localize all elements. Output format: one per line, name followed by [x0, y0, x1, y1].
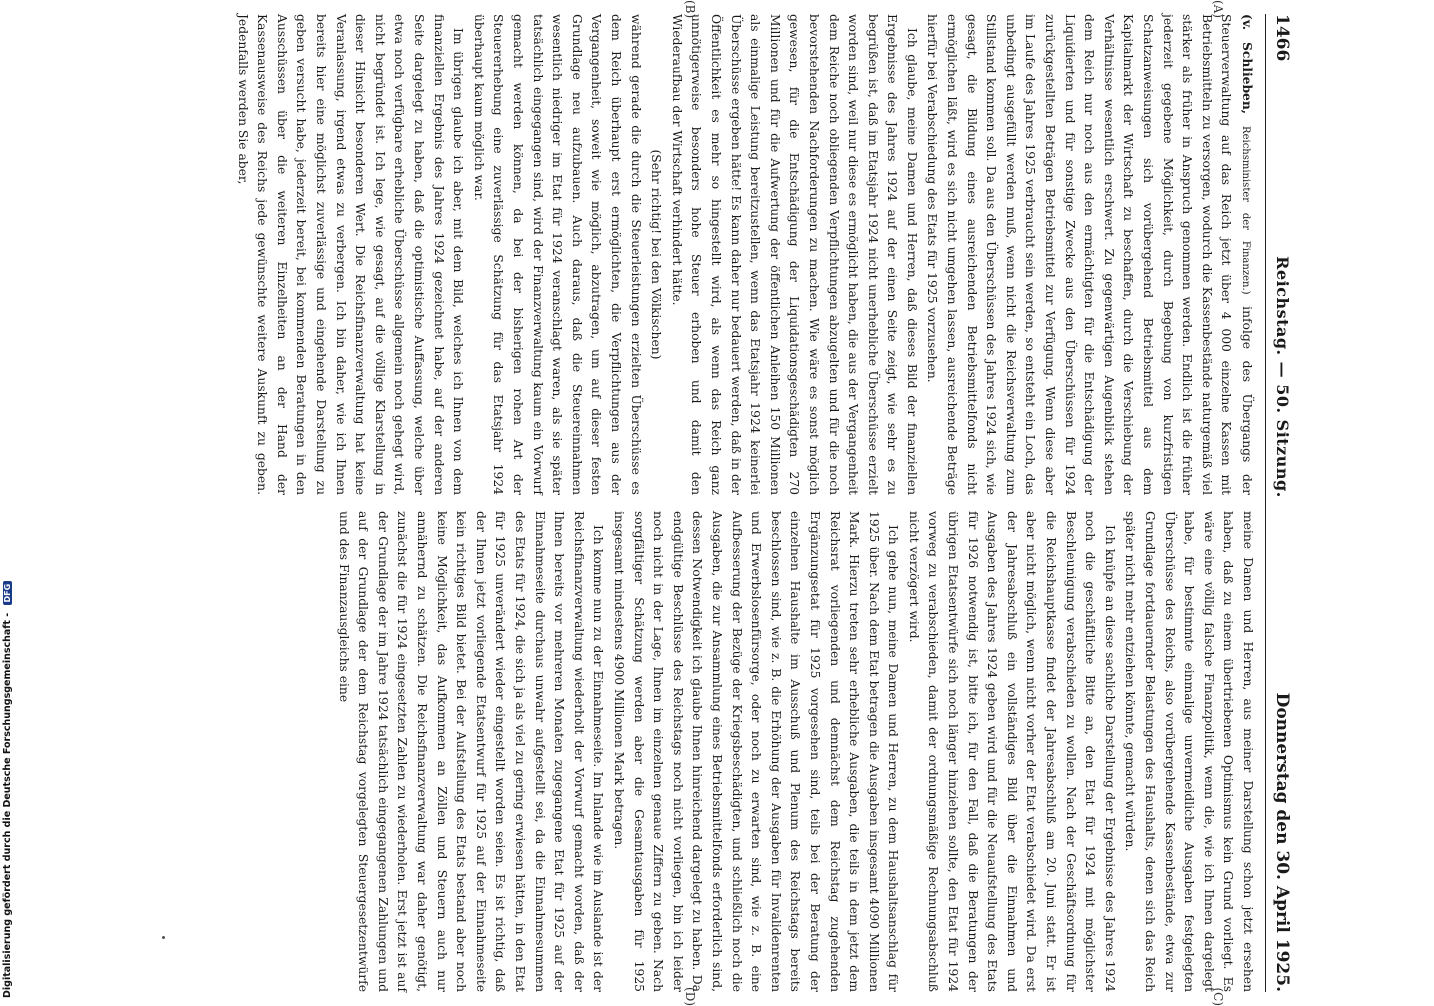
paragraph — [468, 14, 644, 495]
margin-marker-b: (B) — [683, 0, 697, 19]
speaker-role: Reichsminister der Finanzen.) — [1240, 126, 1251, 295]
paragraph — [232, 14, 467, 495]
paragraph-text: meine Damen und Herren, aus meiner Darstellung schon jetzt ersehen haben, daß zu einem übertriebenen Optimismus kein Grund vorliegt. Es wäre eine völlig falsche Finanzpolitik, wenn die, wie ich Ihnen dargelegt habe, für bestimmte einmalige unvermeidliche Ausgaben festgelegten Überschüsse des Reichs, also vorübergehende Kassenbestände, etwa zur Grundlage fortdauernder Belastungen des Haushalts, denen sich das Reich später nicht mehr entziehen könnte, gemacht würden. — [1123, 511, 1255, 992]
right-column — [107, 511, 1257, 992]
paragraph-text: Im übrigen glaube ich aber, mit dem Bild, welches ich Ihnen von dem finanziellen Ergebnis des Jahres 1924 gezeichnet habe, auf der anderen Seite dargelegt zu haben, daß die optimistische Auffassung, welche über etwa noch verfügbare erhebliche Überschüsse allgemein noch gehegt wird, nicht begründet ist. Ich lege, wie gesagt, auf die völlige Klarstellung in dieser Hinsicht besonderen Wert. Die Reichsfinanzverwaltung hat keine Veranlassung, irgend etwas zu verbergen. Ich bin daher, wie ich Ihnen bereits hier eine möglichst zuverlässige und eingehende Darstellung zu geben versucht habe, jederzeit bereit, bei kommenden Beratungen in den Ausschüssen über die weiteren Einzelheiten an der Hand der Kassenausweise des Reichs jede gewünschte weitere Auskunft zu geben. Jedenfalls werden Sie aber, — [235, 14, 466, 495]
header-session: — 50. Sitzung. — [1273, 361, 1292, 498]
page-number: 1466 — [1272, 14, 1292, 62]
scanned-page — [92, 0, 1292, 1006]
paragraph-text: während gerade die durch die Steuerleistungen erzielten Überschüsse es dem Reich überhaupt erst ermöglichten, die Verpflichtungen aus der Vergangenheit, soweit wie möglich, abzutragen, um auf dieser festen Grundlage neu aufzubauen. Auch daraus, daß die Steuereinnahmen wesentlich niedriger im Etat für 1924 veranschlagt waren, als sie später tatsächlich eingegangen sind, wird der Finanzverwaltung kaum ein Vorwurf gemacht werden können, da bei der bisherigen rohen Art der Steuererhebung eine zuverlässige Schätzung für das Etatsjahr 1924 überhaupt kaum möglich war. — [471, 14, 643, 495]
paragraph — [608, 511, 902, 992]
speaker-name: (v. Schlieben, — [1240, 14, 1255, 127]
digitization-footer — [2, 583, 20, 998]
left-column — [107, 14, 1257, 495]
paragraph-text: Ich glaube, meine Damen und Herren, daß dieses Bild der finanziellen Ergebnisse des Jahres 1924 auf der einen Seite zeigt, wie sehr es zu begrüßen ist, daß im Etatsjahr 1924 nicht unerhebliche Überschüsse erzielt worden sind, weil nur diese es ermöglicht haben, die aus der Vergangenheit dem Reiche noch obliegenden Verpflichtungen abzugelten und für die noch bevorstehenden Nachforderungen zu machen. Wie wäre es sonst möglich gewesen, für die Entschädigung der Liquidationsgeschädigten 270 Millionen und für die Aufwertung der öffentlichen Anleihen 150 Millionen als einmalige Leistung bereitzustellen, wenn das Etatsjahr 1924 keinerlei Überschüsse ergeben hätte! Es kann daher nur bedauert werden, daß in der Öffentlichkeit es mehr so hingestellt wird, als wenn das Reich ganz unnötigerweise besonders hohe Steuer erhoben und damit den Wiederaufbau der Wirtschaft verhindert hätte. — [669, 14, 919, 495]
paragraph-text: infolge des Übergangs der Steuerverwaltung auf das Reich jetzt über 4 000 einzelne Kassen mit Betriebsmitteln zu versorgen, wodurch die Kassenbestände naturgemäß viel stärker als früher in Anspruch genommen werden. Endlich ist die früher jederzeit gegebene Möglichkeit, durch Begebung von kurzfristigen Schatzanweisungen sich vorübergehend Betriebsmittel aus dem Kapitalmarkt der Wirtschaft zu beschaffen, durch die Verschiebung der Verhältnisse wesentlich erschwert. Zu gegenwärtigen Augenblick stehen dem Reich nur noch aus den ermächtigten für die Entschädigung der Liquidierten und für sonstige Zwecke aus den Überschüssen für 1924 zurückgestellten Beträgen Betriebsmittel zur Verfügung. Wenn diese aber im Laufe des Jahres 1925 verbraucht sein werden, so entsteht ein Loch, das unbedingt ausgefüllt werden muß, wenn nicht die Reichsverwaltung zum Stillstand kommen soll. Da aus den Überschüssen des Jahres 1924 sich, wie gesagt, die Bildung eines ausreichenden Betriebsmittelfonds nicht ermöglichen läßt, wird es sich nicht umgehen lassen, ausreichende Beträge hierfür bei Verabschiedung des Etats für 1925 vorzusehen. — [925, 14, 1254, 495]
paragraph — [903, 511, 1119, 992]
paragraph — [333, 511, 607, 992]
margin-marker-c: (C) — [1211, 987, 1225, 1006]
text-columns — [107, 0, 1257, 1006]
header-title: Reichstag. — [1273, 256, 1292, 356]
paragraph-text: Ich komme nun zu der Einnahmeseite. Im Inlande wie im Auslande ist der Reichsfinanzverwaltung wiederholt der Vorwurf gemacht worden, daß der Ihnen bereits vor mehreren Monaten zugegangene Etat für 1925 auf der Einnahmeseite durchaus unwahr aufgestellt sei, da die Einnahmesummen des Etats für 1924, die sich ja als viel zu gering erwiesen hätten, in den Etat für 1925 unverändert wieder eingestellt worden seien. Es ist richtig, daß der Ihnen jetzt vorliegende Etatsentwurf für 1925 auf der Einnahmeseite kein richtiges Bild bietet. Bei der Aufstellung des Etats bestand aber noch keine Möglichkeit, das Aufkommen an Zöllen und Steuern auch nur annähernd zu schätzen. Die Reichsfinanzverwaltung war daher genötigt, zunächst die für 1924 eingesetzten Zahlen zu wiederholen. Erst jetzt ist auf der Grundlage der im Jahre 1924 tatsächlich eingegangenen Zahlungen und auf der Grundlage der dem Reichstag vorgelegten Steuergesetzentwürfe und des Finanzausgleichs eine — [336, 511, 606, 992]
margin-marker-d: (D) — [683, 987, 697, 1006]
footer-text: Digitalisierung gefördert durch die Deutsche Forschungsgemeinschaft - — [2, 612, 13, 998]
paragraph — [922, 14, 1257, 495]
header-title-group — [1273, 256, 1292, 498]
header-date: Donnerstag den 30. April 1925. — [1272, 692, 1292, 992]
scan-speck — [162, 936, 165, 939]
paragraph-text: (Sehr richtig! bei den Völkischen) — [649, 149, 664, 360]
paragraph-text: Ich knüpfe an diese sachliche Darstellung der Ergebnisse des Jahres 1924 noch die geschäftliche Bitte an, den Etat für 1924 mit möglichster Beschleunigung verabschieden zu wollen. Nach der Geschäftsordnung für die Reichshauptkasse findet der Jahresabschluß am 20. Juni statt. Er ist aber nicht möglich, wenn nicht vorher der Etat verabschiedet wird. Da erst der Jahresabschluß ein vollständiges Bild über die Einnahmen und Ausgaben des Jahres 1924 geben wird und für die Neuaufstellung des Etats für 1926 notwendig ist, bitte ich, für den Fall, daß die Beratungen der übrigen Etatsentwürfe sich noch länger hinziehen sollte, den Etat für 1924 vorweg zu verabschieden, damit der ordnungsmäßige Rechnungsabschluß nicht verzögert wird. — [906, 511, 1117, 992]
paragraph — [666, 14, 921, 495]
dfg-logo: DFG — [3, 581, 12, 606]
paragraph — [1120, 511, 1257, 992]
paragraph — [646, 14, 666, 495]
margin-marker-a: (A) — [1211, 0, 1225, 19]
paragraph-text: Ich gehe nun, meine Damen und Herren, zu dem Haushaltsanschlag für 1925 über. Nach dem Etat betragen die Ausgaben insgesamt 4090 Millionen Mark. Hierzu treten sehr erhebliche Ausgaben, die teils in dem jetzt dem Reichsrat vorliegenden und demnächst dem Reichstag zugehenden Ergänzungsetat für 1925 vorgesehen sind, teils bei der Beratung der einzelnen Haushalte im Ausschuß und Plenum des Reichstags bereits beschlossen sind, wie z. B. die Erhöhung der Ausgaben für Invalidenrenten und Erwerbslosenfürsorge, oder noch zu erwarten sind, wie z. B. eine Aufbesserung der Bezüge der Kriegsbeschädigten, und schließlich noch die Ausgaben, die zur Ansammlung eines Betriebsmittelfonds erforderlich sind, dessen Notwendigkeit ich glaube Ihnen hinreichend dargelegt zu haben. Da endgültige Beschlüsse des Reichstags noch nicht vorliegen, bin ich leider noch nicht in der Lage, Ihnen im einzelnen genaue Ziffern zu geben. Nach sorgfältiger Schätzung werden aber die Gesamtausgaben für 1925 insgesamt mindestens 4900 Millionen Mark betragen. — [612, 511, 901, 992]
page-header — [1265, 14, 1292, 992]
